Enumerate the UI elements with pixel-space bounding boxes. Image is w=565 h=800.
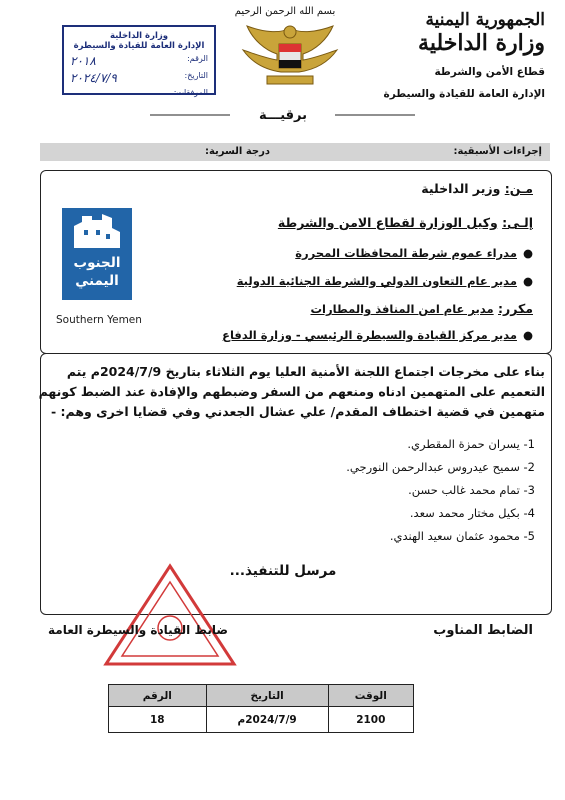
- building-icon: [62, 208, 132, 254]
- document-title: برقيـــة: [258, 108, 307, 123]
- logo-arabic-text: الجنوب اليمني: [73, 255, 121, 289]
- stamp-attachments-label: المرفقات:: [173, 88, 208, 97]
- sector-name: قطاع الأمن والشرطة: [434, 66, 545, 78]
- stamp-ministry: وزارة الداخلية: [109, 31, 169, 41]
- cc-item: ●مدير مركز القيادة والسيطرة الرئيسي - وزارة الدفاع: [222, 328, 533, 342]
- from-value: وزير الداخلية: [421, 181, 501, 196]
- department-name: الإدارة العامة للقيادة والسيطرة: [383, 88, 545, 100]
- previous-procedures-label: إجراءات الأسبقية:: [453, 146, 542, 157]
- stamp-number-label: الرقم:: [187, 54, 208, 63]
- from-line: [421, 181, 533, 196]
- logo-english-text: Southern Yemen: [56, 314, 142, 326]
- southern-yemen-logo: [56, 208, 152, 326]
- stamp-department: الإدارة العامة للقيادة والسيطرة: [73, 41, 205, 51]
- number-header: الرقم: [109, 685, 207, 707]
- list-item: 1- يسران حمزة المقطري.: [407, 437, 535, 451]
- date-value: 2024/7/9م: [206, 707, 328, 733]
- stamp-date-value: ٢٠٢٤/٧/٩: [70, 71, 117, 85]
- duty-officer-signature: الضابط المناوب: [433, 623, 533, 638]
- to-value: وكيل الوزارة لقطاع الامن والشرطة: [277, 215, 498, 230]
- cc-label: مكرر:: [498, 301, 533, 316]
- time-value: 2100: [328, 707, 413, 733]
- from-label: مـن:: [504, 181, 533, 196]
- cc-value: مدير عام امن المنافذ والمطارات: [310, 302, 494, 316]
- info-bar: [40, 143, 550, 161]
- number-value: 18: [109, 707, 207, 733]
- time-header: الوقت: [328, 685, 413, 707]
- list-item: 4- بكيل مختار محمد سعد.: [409, 506, 535, 520]
- footer-table: [108, 684, 414, 733]
- to-item: ●مدراء عموم شرطة المحافظات المحررة: [295, 246, 533, 260]
- red-triangle-stamp-icon: [100, 560, 240, 670]
- list-item: 2- سميح عيدروس عبدالرحمن النورجي.: [346, 460, 535, 474]
- stamp-date-row: [64, 71, 214, 85]
- stamp-attachments-row: [64, 88, 214, 97]
- ministry-header: [355, 10, 545, 100]
- list-item: 5- محمود عثمان سعيد الهندي.: [389, 529, 535, 543]
- stamp-number-row: [64, 54, 214, 68]
- basmala: بسم الله الرحمن الرحيم: [234, 6, 336, 17]
- table-header-row: [109, 685, 414, 707]
- suspects-list: [235, 433, 535, 548]
- command-officer-signature: ضابط القيادة والسيطرة العامة: [48, 623, 228, 637]
- date-header: التاريخ: [206, 685, 328, 707]
- cc-line: [310, 301, 533, 316]
- country-name: الجمهورية اليمنية: [425, 10, 545, 30]
- send-for-execution: مرسل للتنفيذ...: [229, 563, 337, 579]
- list-item: 3- تمام محمد غالب حسن.: [408, 483, 535, 497]
- to-item: ●مدير عام التعاون الدولي والشرطة الجنائية الدولية: [236, 274, 533, 288]
- incoming-stamp: [62, 25, 216, 95]
- ministry-name: وزارة الداخلية: [418, 30, 545, 56]
- table-row: [109, 707, 414, 733]
- message-paragraph: بناء على مخرجات اجتماع اللجنة الأمنية العليا يوم الثلاثاء بتاريخ 2024/7/9م يتم التعميم على المتهمين ادناه ومنعهم من السفر وضبطهم والإفادة عند الضبط كونهم متهمين في قضية اختطاف المقدم/ علي عشال الجعدني وفي قضايا اخرى وهم: -: [38, 364, 545, 419]
- stamp-date-label: التاريخ:: [184, 71, 208, 80]
- eagle-emblem-icon: [225, 20, 355, 92]
- secrecy-level-label: درجة السرية:: [204, 146, 270, 157]
- to-label: إلـى:: [502, 215, 533, 230]
- to-line: [278, 215, 533, 230]
- stamp-number-value: ٢٠١٨: [70, 54, 96, 68]
